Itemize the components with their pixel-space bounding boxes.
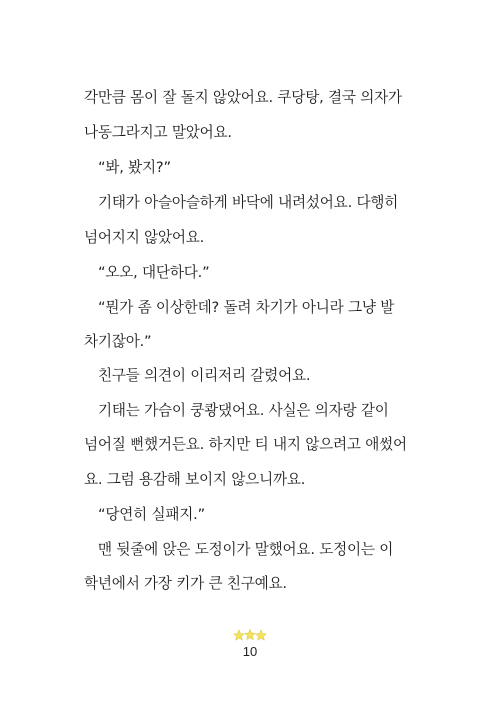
star-decoration-icon xyxy=(233,629,267,642)
text-line: 넘어지지 않았어요. xyxy=(84,229,205,246)
page-number: 10 xyxy=(242,644,258,659)
text-line: 기태는 가슴이 쿵쾅댔어요. 사실은 의자랑 같이 xyxy=(98,402,389,419)
text-line: 요. 그럼 용감해 보이지 않으니까요. xyxy=(84,471,306,488)
text-line: 나동그라지고 말았어요. xyxy=(84,124,232,141)
text-line: 차기잖아.” xyxy=(84,333,152,350)
star-icon xyxy=(256,630,267,641)
text-line: 학년에서 가장 키가 큰 친구예요. xyxy=(84,575,287,592)
text-line: 친구들 의견이 이리저리 갈렸어요. xyxy=(98,367,311,384)
text-line: “봐, 봤지?” xyxy=(98,159,171,176)
text-line: “오오, 대단하다.” xyxy=(98,264,210,281)
text-line: “뭔가 좀 이상한데? 돌려 차기가 아니라 그냥 발 xyxy=(98,299,395,316)
text-line: 맨 뒷줄에 앉은 도정이가 말했어요. 도정이는 이 xyxy=(98,541,394,558)
star-icon xyxy=(234,630,245,641)
text-line: “당연히 실패지.” xyxy=(98,506,205,523)
star-icon xyxy=(245,629,256,640)
text-line: 기태가 아슬아슬하게 바닥에 내려섰어요. 다행히 xyxy=(98,194,399,211)
page-footer xyxy=(0,629,500,660)
text-line: 각만큼 몸이 잘 돌지 않았어요. 쿠당탕, 결국 의자가 xyxy=(84,89,402,106)
text-line: 넘어질 뻔했거든요. 하지만 티 내지 않으려고 애썼어 xyxy=(84,436,407,453)
